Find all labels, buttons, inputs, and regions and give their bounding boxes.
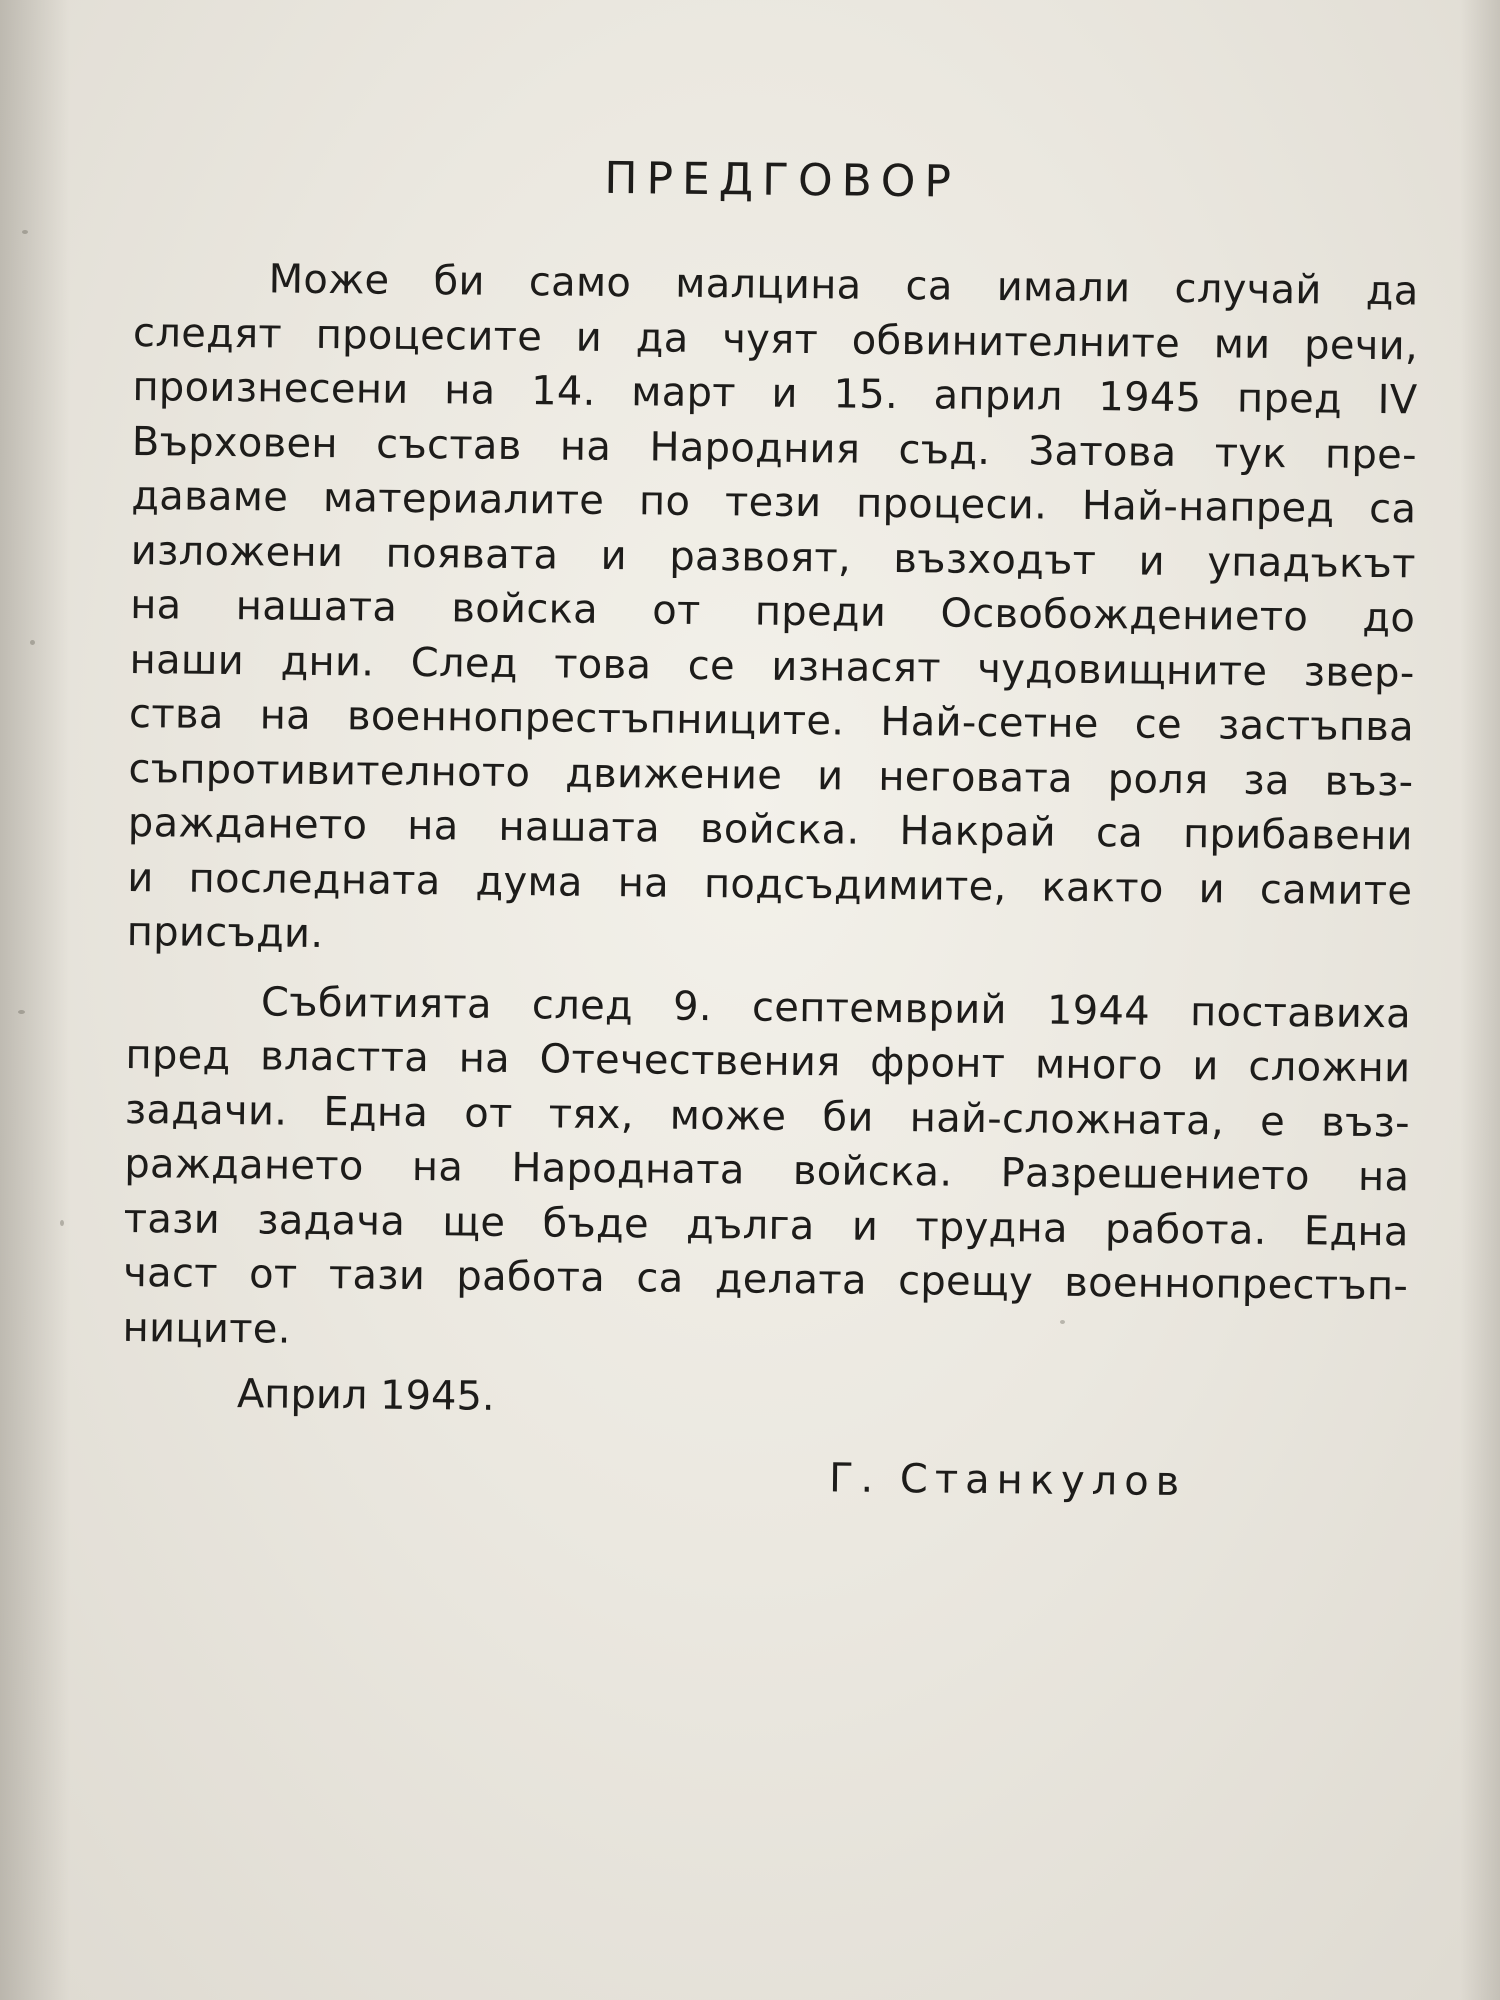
text-line: съпротивителното движение и неговата роля за въз- [128, 745, 1414, 805]
text-line: раждането на Народната войска. Разрешението на [124, 1140, 1410, 1201]
text-line: на нашата войска от преди Освобождението до [129, 581, 1416, 642]
text-line: ниците. [122, 1304, 291, 1353]
text-line: раждането на нашата войска. Накрай са прибавени [127, 799, 1414, 860]
preface-text [121, 148, 1420, 1512]
author-signature: Г. Станкулов [828, 1455, 1187, 1506]
text-line: задачи. Една от тях, може би най-сложната, е въз- [124, 1086, 1411, 1146]
text-line: изложени появата и развоят, възходът и упадъкът [130, 527, 1416, 587]
page-edge-shadow-left [0, 0, 70, 2000]
text-line: наши дни. След това се изнасят чудовищните звер- [129, 636, 1415, 696]
paper-speck [22, 230, 28, 234]
paper-speck [60, 1220, 64, 1226]
text-line: ства на военнопрестъпниците. Най-сетне се застъпва [128, 690, 1415, 751]
text-line: следят процесите и да чуят обвинителните ми речи, [132, 309, 1419, 369]
text-line: произнесени на 14. март и 15. април 1945 пред IV [132, 363, 1418, 424]
text-line: и последната дума на подсъдимите, както и самите [127, 854, 1413, 914]
page-edge-shadow-right [1460, 0, 1500, 2000]
text-line: Събитията след 9. септемврий 1944 поставиха [260, 978, 1412, 1037]
preface-date: Април 1945. [236, 1371, 495, 1420]
text-line: тази задача ще бъде дълга и трудна работа. Една [123, 1195, 1409, 1255]
text-line: даваме материалите по тези процеси. Най-напред са [131, 472, 1417, 533]
paper-speck [18, 1010, 25, 1014]
text-line: Може би само малцина са имали случай да [268, 256, 1419, 315]
text-line: пред властта на Отечествения фронт много и сложни [125, 1031, 1411, 1092]
paragraph-2 [122, 973, 1411, 1368]
paper-speck [30, 640, 35, 645]
text-line: Върховен състав на Народния съд. Затова тук пре- [131, 418, 1418, 478]
text-line: част от тази работа са делата срещу военнопрестъп- [122, 1249, 1409, 1310]
text-line: присъди. [126, 908, 324, 958]
page-title: ПРЕДГОВОР [604, 152, 961, 208]
paragraph-1 [127, 251, 1419, 973]
